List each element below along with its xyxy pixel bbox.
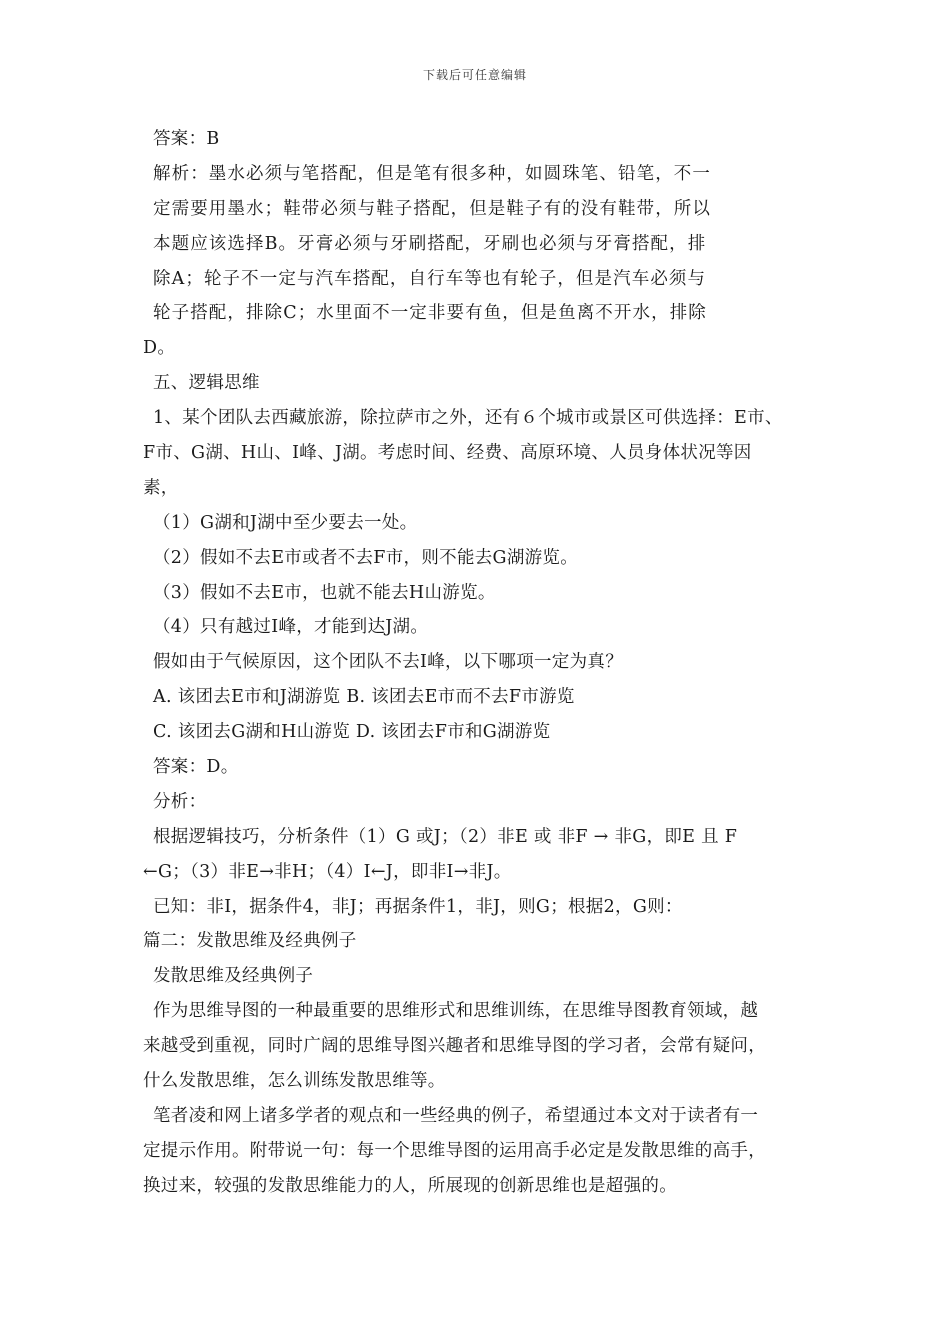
page-header: 下载后可任意编辑 [422, 68, 527, 82]
section-heading: 五、逻辑思维 [153, 373, 260, 394]
paragraph-line: 什么发散思维，怎么训练发散思维等。 [143, 1071, 446, 1092]
article-heading: 篇二：发散思维及经典例子 [143, 931, 357, 952]
paragraph-line: 换过来，较强的发散思维能力的人，所展现的创新思维也是超强的。 [143, 1175, 677, 1196]
answer-line: 答案：B [153, 129, 220, 149]
option-line: C. 该团去G湖和H山游览 D. 该团去F市和G湖游览 [153, 722, 551, 743]
condition-line: （3）假如不去E市，也就不能去H山游览。 [153, 582, 496, 603]
article-title: 发散思维及经典例子 [153, 966, 314, 987]
analysis-line: 根据逻辑技巧，分析条件（1）G 或J；（2）非E 或 非F → 非G，即E 且 F [153, 826, 738, 847]
document-body [143, 122, 823, 1204]
paragraph-line: 作为思维导图的一种最重要的思维形式和思维训练，在思维导图教育领域，越 [153, 1001, 759, 1022]
paragraph-line: 定需要用墨水；鞋带必须与鞋子搭配，但是鞋子有的没有鞋带，所以 [153, 198, 711, 219]
analysis-label: 分析： [153, 791, 207, 812]
paragraph-line: 笔者凌和网上诸多学者的观点和一些经典的例子，希望通过本文对于读者有一 [153, 1105, 759, 1126]
question-line: 1、某个团队去西藏旅游，除拉萨市之外，还有６个城市或景区可供选择：E市、 [153, 408, 783, 429]
question-prompt: 假如由于气候原因，这个团队不去I峰，以下哪项一定为真？ [153, 652, 624, 673]
analysis-line: ←G；（3）非E→非H；（4）I←J，即非I→非J。 [143, 861, 512, 882]
condition-line: （1）G湖和J湖中至少要去一处。 [153, 512, 418, 533]
condition-line: （2）假如不去E市或者不去F市，则不能去G湖游览。 [153, 547, 579, 568]
question-line: F市、G湖、H山、I峰、J湖。考虑时间、经费、高原环境、人员身体状况等因 [143, 443, 752, 464]
paragraph-line: 解析：墨水必须与笔搭配，但是笔有很多种，如圆珠笔、铅笔，不一 [153, 163, 711, 184]
paragraph-line: 除A；轮子不一定与汽车搭配，自行车等也有轮子，但是汽车必须与 [153, 268, 707, 289]
answer-line: 答案：D。 [153, 757, 239, 778]
analysis-line: 已知：非I，据条件4，非J；再据条件1，非J，则G；根据2，G则： [153, 896, 683, 917]
paragraph-line: 定提示作用。附带说一句：每一个思维导图的运用高手必定是发散思维的高手， [143, 1140, 766, 1161]
paragraph-line: 来越受到重视，同时广阔的思维导图兴趣者和思维导图的学习者，会常有疑问， [143, 1036, 766, 1057]
paragraph-line: D。 [143, 338, 176, 359]
question-line: 素， [143, 477, 179, 498]
condition-line: （4）只有越过I峰，才能到达J湖。 [153, 617, 429, 638]
paragraph-line: 本题应该选择B。牙膏必须与牙刷搭配，牙刷也必须与牙膏搭配，排 [153, 233, 707, 254]
paragraph-line: 轮子搭配，排除C；水里面不一定非要有鱼，但是鱼离不开水，排除 [153, 303, 707, 324]
option-line: A. 该团去E市和J湖游览 B. 该团去E市而不去F市游览 [153, 687, 575, 708]
